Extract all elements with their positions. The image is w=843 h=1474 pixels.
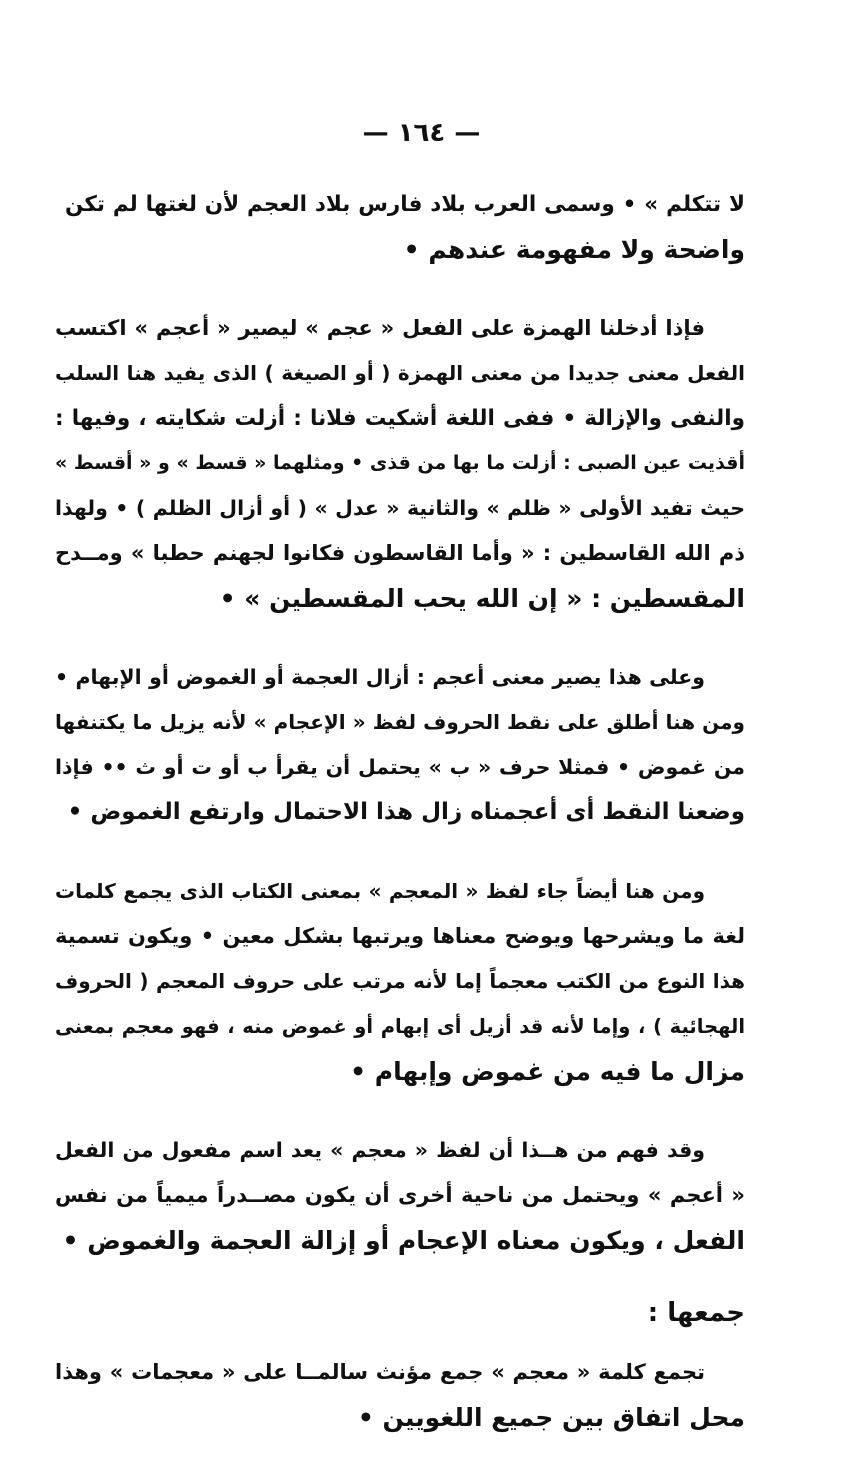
- text-line: الهجائية ) ، وإما لأنه قد أزيل أى إبهام أو غموض منه ، فهو معجم بمعنى: [55, 1015, 745, 1038]
- text-line: وقد فهم من هــذا أن لفظ « معجم » يعد اسم مفعول من الفعل: [55, 1138, 705, 1162]
- text-line: الفعل معنى جديدا من معنى الهمزة ( أو الصيغة ) الذى يفيد هنا السلب: [55, 361, 745, 385]
- text-line: من غموض • فمثلا حرف « ب » يحتمل أن يقرأ ب أو ت أو ث •• فإذا: [55, 755, 745, 779]
- paragraph-5: [55, 1128, 745, 1263]
- paragraph-6: [55, 1350, 745, 1440]
- text-line: وعلى هذا يصير معنى أعجم : أزال العجمة أو الغموض أو الإبهام •: [55, 665, 705, 689]
- text-line: ومن هنا أيضاً جاء لفظ « المعجم » بمعنى الكتاب الذى يجمع كلمات: [55, 879, 705, 903]
- text-line: تجمع كلمة « معجم » جمع مؤنث سالمــا على « معجمات » وهذا: [55, 1360, 705, 1384]
- text-line: ذم الله القاسطين : « وأما القاسطون فكانوا لجهنم حطبا » ومــدح: [55, 541, 745, 565]
- text-line: فإذا أدخلنا الهمزة على الفعل « عجم » ليصير « أعجم » اكتسب: [55, 316, 705, 340]
- paragraph-3: [55, 655, 745, 835]
- page-number: — ١٦٤ —: [362, 118, 481, 148]
- text-line: ومن هنا أطلق على نقط الحروف لفظ « الإعجام » لأنه يزيل ما يكتنفها: [55, 710, 745, 734]
- paragraph-4: [55, 869, 745, 1094]
- text-line: واضحة ولا مفهومة عندهم •: [403, 235, 745, 264]
- paragraph-1: [55, 182, 745, 272]
- text-line: وضعنا النقط أى أعجمناه زال هذا الاحتمال وارتفع الغموض •: [67, 799, 745, 825]
- text-line: لغة ما ويشرحها ويوضح معناها ويرتبها بشكل معين • ويكون تسمية: [55, 924, 745, 948]
- text-line: محل اتفاق بين جميع اللغويين •: [357, 1403, 745, 1432]
- page-body: [55, 182, 745, 1474]
- text-line: هذا النوع من الكتب معجماً إما لأنه مرتب على حروف المعجم ( الحروف: [55, 969, 745, 993]
- section-heading: جمعها :: [647, 1298, 745, 1328]
- text-line: لا تتكلم » • وسمى العرب بلاد فارس بلاد العجم لأن لغتها لم تكن: [65, 192, 745, 217]
- text-line: حيث تفيد الأولى « ظلم » والثانية « عدل » ( أو أزال الظلم ) • ولهذا: [55, 496, 745, 520]
- text-line: الفعل ، ويكون معناه الإعجام أو إزالة العجمة والغموض •: [62, 1226, 745, 1255]
- text-line: مزال ما فيه من غموض وإبهام •: [350, 1057, 745, 1086]
- text-line: « أعجم » ويحتمل من ناحية أخرى أن يكون مصــدراً ميمياً من نفس: [55, 1183, 745, 1207]
- text-line: أقذيت عين الصبى : أزلت ما بها من قذى • ومثلهما « قسط » و « أقسط »: [55, 452, 745, 474]
- text-line: المقسطين : « إن الله يحب المقسطين » •: [219, 584, 745, 613]
- paragraph-2: [55, 306, 745, 621]
- text-line: والنفى والإزالة • ففى اللغة أشكيت فلانا : أزلت شكايته ، وفيها :: [55, 406, 745, 431]
